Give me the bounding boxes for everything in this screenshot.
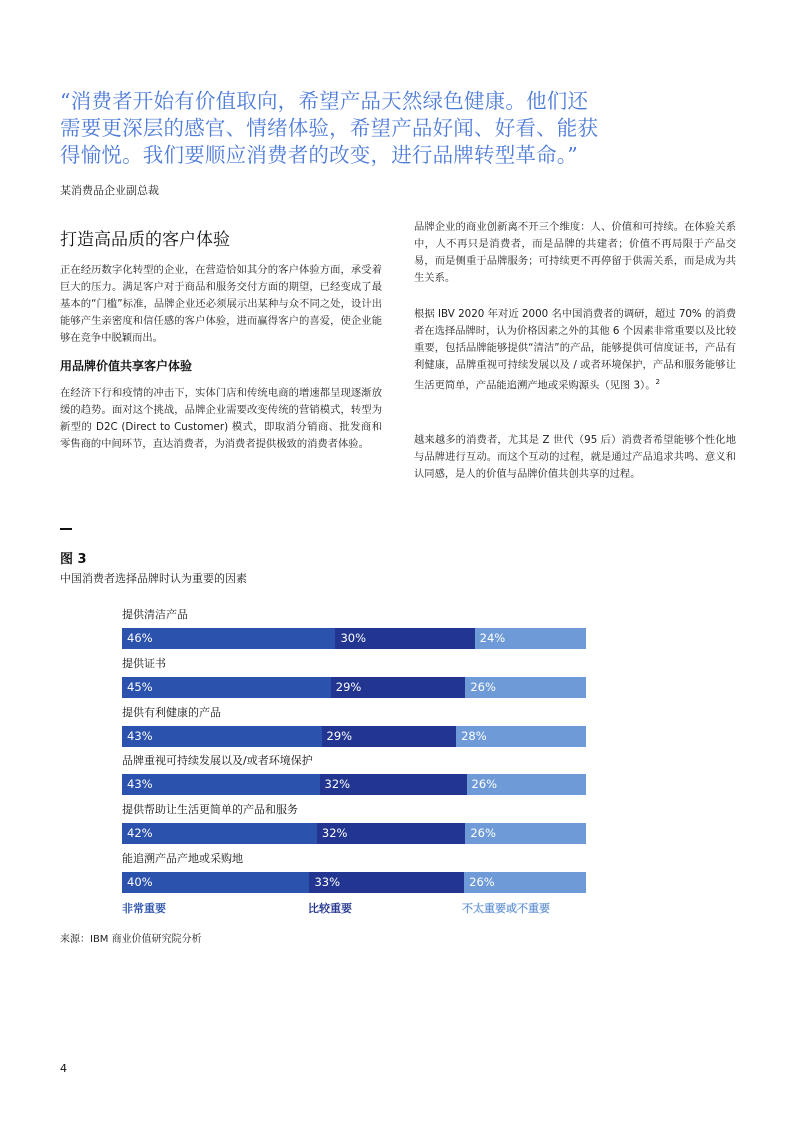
left-paragraph-1: 正在经历数字化转型的企业，在营造恰如其分的客户体验方面，承受着巨大的压力。满足客户对于商品和服务交付方面的期望，已经变成了最基本的“门槛”标准，品牌企业还必须展示出某种与众不同之处，设计出能够产生亲密度和信任感的客户体验，进而赢得客户的喜爱，使企业能够在竞争中脱颖而出。 xyxy=(60,264,382,344)
chart-category-label: 提供清洁产品 xyxy=(122,608,188,621)
bar-segment-fairly-important: 29% xyxy=(331,677,466,698)
chart-bar xyxy=(122,872,586,893)
bar-segment-very-important: 46% xyxy=(122,628,335,649)
chart-bar xyxy=(122,774,586,795)
bar-segment-very-important: 43% xyxy=(122,774,320,795)
right-paragraph-1: 品牌企业的商业创新离不开三个维度：人、价值和可持续。在体验关系中，人不再只是消费者，而是品牌的共建者；价值不再局限于产品交易，而是侧重于品牌服务；可持续更不再停留于供需关系，而是成为共生关系。 xyxy=(414,221,736,284)
stacked-bar-chart xyxy=(122,604,588,897)
chart-bar xyxy=(122,726,586,747)
bar-segment-fairly-important: 32% xyxy=(317,823,465,844)
bar-segment-very-important: 43% xyxy=(122,726,322,747)
chart-row xyxy=(122,750,588,799)
bar-segment-fairly-important: 33% xyxy=(309,872,464,893)
bar-segment-not-important: 28% xyxy=(456,726,586,747)
chart-row xyxy=(122,848,588,897)
right-paragraph-2-text: 根据 IBV 2020 年对近 2000 名中国消费者的调研，超过 70% 的消费者在选择品牌时，认为价格因素之外的其他 6 个因素非常重要以及比较重要，包括品牌能够提供“清洁”的产品，能够提供可信度证书，产品有利健康，品牌重视可持续发展以及 / 或者环境保护，产品和服务能够让生活更简单，产品能追溯产地或采购源头（见图 3）。 xyxy=(414,308,737,392)
chart-category-label: 提供证书 xyxy=(122,656,166,670)
chart-category-label: 品牌重视可持续发展以及/或者环境保护 xyxy=(122,754,313,768)
chart-row xyxy=(122,653,588,702)
footnote-reference: 2 xyxy=(655,378,660,386)
bar-segment-very-important: 40% xyxy=(122,872,309,893)
right-paragraph-3: 越来越多的消费者，尤其是 Z 世代（95 后）消费者希望能够个性化地与品牌进行互动。而这个互动的过程，就是通过产品追求共鸣、意义和认同感，是人的价值与品牌价值共创共享的过程。 xyxy=(414,434,736,480)
chart-category-label: 提供帮助让生活更简单的产品和服务 xyxy=(122,803,298,817)
bar-segment-not-important: 26% xyxy=(467,774,586,795)
bar-segment-fairly-important: 32% xyxy=(320,774,467,795)
legend-very-important: 非常重要 xyxy=(122,902,166,915)
section-heading: 打造高品质的客户体验 xyxy=(60,230,230,250)
legend-fairly-important: 比较重要 xyxy=(308,902,352,915)
page-number: 4 xyxy=(60,1062,67,1075)
chart-category-label: 能追溯产品产地或采购地 xyxy=(122,851,243,865)
bar-segment-fairly-important: 29% xyxy=(322,726,457,747)
subheading: 用品牌价值共享客户体验 xyxy=(60,359,193,373)
bar-segment-not-important: 24% xyxy=(475,628,586,649)
chart-bar xyxy=(122,823,586,844)
chart-category-label: 提供有利健康的产品 xyxy=(122,705,221,719)
legend-not-important: 不太重要或不重要 xyxy=(462,902,550,915)
chart-row xyxy=(122,799,588,848)
bar-segment-fairly-important: 30% xyxy=(335,628,474,649)
bar-segment-not-important: 26% xyxy=(464,872,586,893)
chart-row xyxy=(122,604,588,653)
figure-source: 来源：IBM 商业价值研究院分析 xyxy=(60,934,202,945)
right-paragraph-2 xyxy=(414,306,736,394)
chart-bar xyxy=(122,677,586,698)
quote-attribution: 某消费品企业副总裁 xyxy=(60,184,159,197)
bar-segment-not-important: 26% xyxy=(465,677,586,698)
figure-label: 图 3 xyxy=(60,552,87,567)
left-paragraph-2: 在经济下行和疫情的冲击下，实体门店和传统电商的增速都呈现逐渐放缓的趋势。面对这个挑战，品牌企业需要改变传统的营销模式，转型为新型的 D2C (Direct to Customer) 模式，即取消分销商、批发商和零售商的中间环节，直达消费者，为消费者提供极致的消费者体验。 xyxy=(60,387,382,450)
bar-segment-not-important: 26% xyxy=(465,823,586,844)
figure-caption: 中国消费者选择品牌时认为重要的因素 xyxy=(60,572,247,585)
chart-bar xyxy=(122,628,586,649)
bar-segment-very-important: 42% xyxy=(122,823,317,844)
bar-segment-very-important: 45% xyxy=(122,677,331,698)
chart-row xyxy=(122,702,588,751)
figure-divider xyxy=(60,528,72,530)
pull-quote: “消费者开始有价值取向，希望产品天然绿色健康。他们还需要更深层的感官、情绪体验，希望产品好闻、好看、能获得愉悦。我们要顺应消费者的改变，进行品牌转型革命。” xyxy=(60,89,599,167)
